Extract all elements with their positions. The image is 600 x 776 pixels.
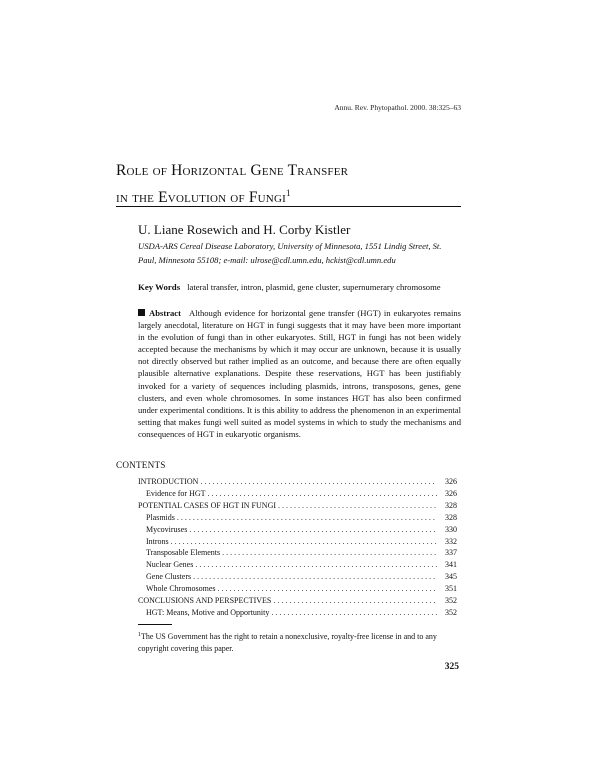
authors: U. Liane Rosewich and H. Corby Kistler xyxy=(138,222,351,237)
toc-page: 351 xyxy=(445,584,457,594)
toc-leader xyxy=(271,607,437,619)
toc-row[interactable] xyxy=(138,571,457,583)
keywords-label: Key Words xyxy=(138,282,181,292)
toc-row[interactable] xyxy=(138,512,457,524)
toc-label: Whole Chromosomes xyxy=(146,584,216,594)
toc-label: Transposable Elements xyxy=(146,548,221,558)
keywords xyxy=(138,282,461,294)
toc-label: CONCLUSIONS AND PERSPECTIVES xyxy=(138,596,272,606)
title-line-1: Role of Horizontal Gene Transfer xyxy=(116,162,349,179)
toc-page: 328 xyxy=(445,512,457,522)
toc-page: 345 xyxy=(445,572,457,582)
toc-row[interactable] xyxy=(138,547,457,559)
toc-row[interactable] xyxy=(138,524,457,536)
toc-leader xyxy=(222,547,437,559)
toc-row[interactable] xyxy=(138,595,457,607)
abstract xyxy=(138,307,461,440)
footnote xyxy=(138,629,460,655)
toc-page: 328 xyxy=(445,500,457,510)
toc-label: Evidence for HGT xyxy=(146,488,206,498)
toc-page: 326 xyxy=(445,488,457,498)
toc-label: Nuclear Genes xyxy=(146,560,194,570)
title-rule xyxy=(116,206,461,207)
affiliation: USDA-ARS Cereal Disease Laboratory, University of Minnesota, 1551 Lindig Street, St. Paul, Minnesota 55108; e-mail: ulrose@cdl.umn.edu, hckist@cdl.umn.edu xyxy=(138,241,442,265)
toc-page: 330 xyxy=(445,524,457,534)
toc-label: POTENTIAL CASES OF HGT IN FUNGI xyxy=(138,500,277,510)
title-line-2 xyxy=(116,182,462,209)
toc-leader xyxy=(171,536,437,548)
toc-page: 332 xyxy=(445,536,457,546)
toc-leader xyxy=(189,524,437,536)
toc-label: Plasmids xyxy=(146,512,175,522)
toc-label: Gene Clusters xyxy=(146,572,192,582)
toc-leader xyxy=(208,488,437,500)
footnote-rule xyxy=(138,624,172,625)
toc-label: INTRODUCTION xyxy=(138,477,199,486)
toc-label: Introns xyxy=(146,536,169,546)
abstract-square-icon xyxy=(138,309,145,316)
article-title xyxy=(116,160,462,209)
toc-row[interactable] xyxy=(138,488,457,500)
toc-label: HGT: Means, Motive and Opportunity xyxy=(146,607,270,617)
title-line-2-text: in the Evolution of Fungi xyxy=(116,189,286,206)
journal-reference: Annu. Rev. Phytopathol. 2000. 38:325–63 xyxy=(334,103,461,112)
toc-row[interactable] xyxy=(138,536,457,548)
keywords-text: lateral transfer, intron, plasmid, gene cluster, supernumerary chromosome xyxy=(187,282,441,292)
toc-leader xyxy=(278,500,437,512)
footnote-mark: 1 xyxy=(138,632,141,638)
toc-leader xyxy=(200,476,437,488)
contents-heading: CONTENTS xyxy=(116,460,166,470)
abstract-text: Although evidence for horizontal gene transfer (HGT) in eukaryotes remains largely anecdotal, literature on HGT in fungi suggests that it may have been more important in the evolution of fungi than in other eukaryotes. Still, HGT in fungi has not been widely accepted because the mechanisms by which it may occur are unknown, because it is usually not directly observed but rather implied as an outcome, and because there are often equally plausible alternative explanations. Despite these reservations, HGT has been justifiably invoked for a variety of sequences including plasmids, introns, transposons, genes, gene clusters, and even whole chromosomes. In some instances HGT has also been confirmed under experimental conditions. It is this ability to address the phenomenon in an experimental setting that makes fungi well suited as model systems in which to study the mechanisms and consequences of HGT in eukaryotic organisms. xyxy=(138,308,461,439)
toc-leader xyxy=(218,583,437,595)
toc-page: 337 xyxy=(445,548,457,558)
abstract-label: Abstract xyxy=(149,308,181,318)
toc-page: 352 xyxy=(445,607,457,617)
toc-page: 326 xyxy=(445,477,457,486)
toc-leader xyxy=(177,512,437,524)
toc-row[interactable] xyxy=(138,500,457,512)
toc-leader xyxy=(273,595,437,607)
toc-row[interactable] xyxy=(138,583,457,595)
toc-leader xyxy=(195,559,437,571)
toc-label: Mycoviruses xyxy=(146,524,188,534)
table-of-contents xyxy=(138,476,457,619)
toc-page: 352 xyxy=(445,596,457,606)
toc-row[interactable] xyxy=(138,559,457,571)
toc-leader xyxy=(193,571,437,583)
footnote-text: The US Government has the right to retain a nonexclusive, royalty-free license in and to any copyright covering this paper. xyxy=(138,632,437,653)
page-number: 325 xyxy=(444,662,459,672)
toc-row[interactable] xyxy=(138,476,457,488)
toc-row[interactable] xyxy=(138,607,457,619)
title-footnote-mark: 1 xyxy=(285,188,291,198)
toc-page: 341 xyxy=(445,560,457,570)
